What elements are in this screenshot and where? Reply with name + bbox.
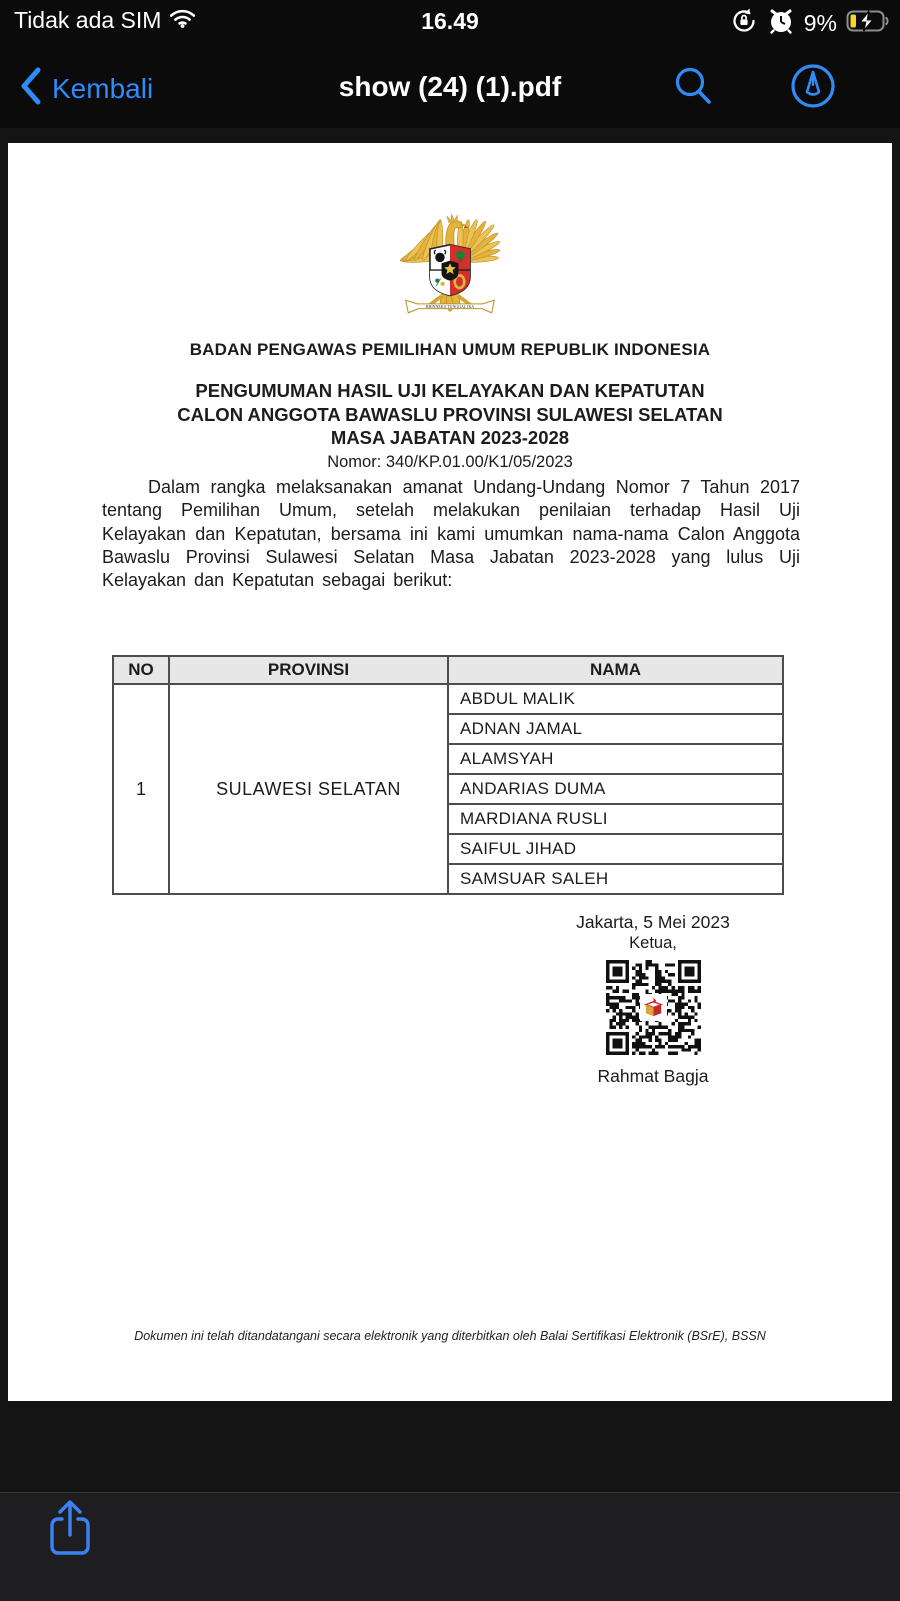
table-header-row [113,656,783,684]
doc-title-line3: MASA JABATAN 2023-2028 [330,427,570,448]
cell-name: ADNAN JAMAL [448,714,783,744]
col-header-no: NO [113,656,169,684]
document-title: show (24) (1).pdf [338,71,562,102]
doc-number: Nomor: 340/KP.01.00/K1/05/2023 [327,452,573,471]
bottom-toolbar [0,1492,900,1601]
doc-title-line1: PENGUMUMAN HASIL UJI KELAYAKAN DAN KEPATUTAN [195,380,705,401]
cell-name: ABDUL MALIK [448,684,783,714]
cell-name: SAIFUL JIHAD [448,834,783,864]
markup-pen-icon [790,63,836,114]
org-name: BADAN PENGAWAS PEMILIHAN UMUM REPUBLIK INDONESIA [189,340,711,359]
bawaslu-logo [640,994,667,1021]
nav-bar [0,45,900,128]
share-icon [44,1546,96,1563]
cell-name: SAMSUAR SALEH [448,864,783,894]
signature-name: Rahmat Bagja [597,1066,709,1086]
battery-charging-icon [846,10,890,37]
cell-name: ANDARIAS DUMA [448,774,783,804]
search-button[interactable] [668,63,718,113]
table-row [113,684,783,714]
cell-name: MARDIANA RUSLI [448,804,783,834]
pdf-page [8,143,892,1401]
signature-place-date: Jakarta, 5 Mei 2023 [576,912,730,932]
garuda-pancasila-emblem [8,193,892,330]
battery-percent: 9% [803,10,837,36]
back-button[interactable] [20,67,153,110]
markup-button[interactable] [788,63,838,113]
cell-row-number: 1 [113,684,169,894]
status-time: 16.49 [421,8,479,34]
signature-block [508,911,798,1087]
rotation-lock-icon [730,7,758,40]
footer-note: Dokumen ini telah ditandatangani secara elektronik yang diterbitkan oleh Balai Sertifikasi Elektronik (BSrE), BSSN [134,1329,766,1343]
cell-province: SULAWESI SELATAN [169,684,448,894]
signature-role: Ketua, [629,934,677,952]
search-icon [672,65,714,112]
col-header-provinsi: PROVINSI [169,656,448,684]
doc-paragraph: Dalam rangka melaksanakan amanat Undang-Undang Nomor 7 Tahun 2017 tentang Pemilihan Umum, setelah melakukan penilaian terhadap Hasil Uji Kelayakan dan Kepatutan, bersama ini kami umumkan nama-nama Calon Anggota Bawaslu Provinsi Sulawesi Selatan Masa Jabatan 2023-2028 yang lulus Uji Kelayakan dan Kepatutan sebagai berikut: [102,477,800,591]
svg-text:BHINNEKA TUNGGAL IKA: BHINNEKA TUNGGAL IKA [425,304,475,310]
pdf-viewer[interactable] [0,128,900,1492]
result-table [112,655,784,895]
back-label: Kembali [52,72,154,104]
signature-qr-code [606,960,701,1055]
alarm-clock-icon [767,7,795,40]
share-button[interactable] [44,1497,96,1559]
carrier-label: Tidak ada SIM [14,7,162,33]
col-header-nama: NAMA [448,656,783,684]
doc-title-block [8,379,892,473]
cell-name: ALAMSYAH [448,744,783,774]
doc-title-line2: CALON ANGGOTA BAWASLU PROVINSI SULAWESI SELATAN [177,403,723,425]
back-chevron-icon [20,67,42,110]
status-bar [0,0,900,45]
